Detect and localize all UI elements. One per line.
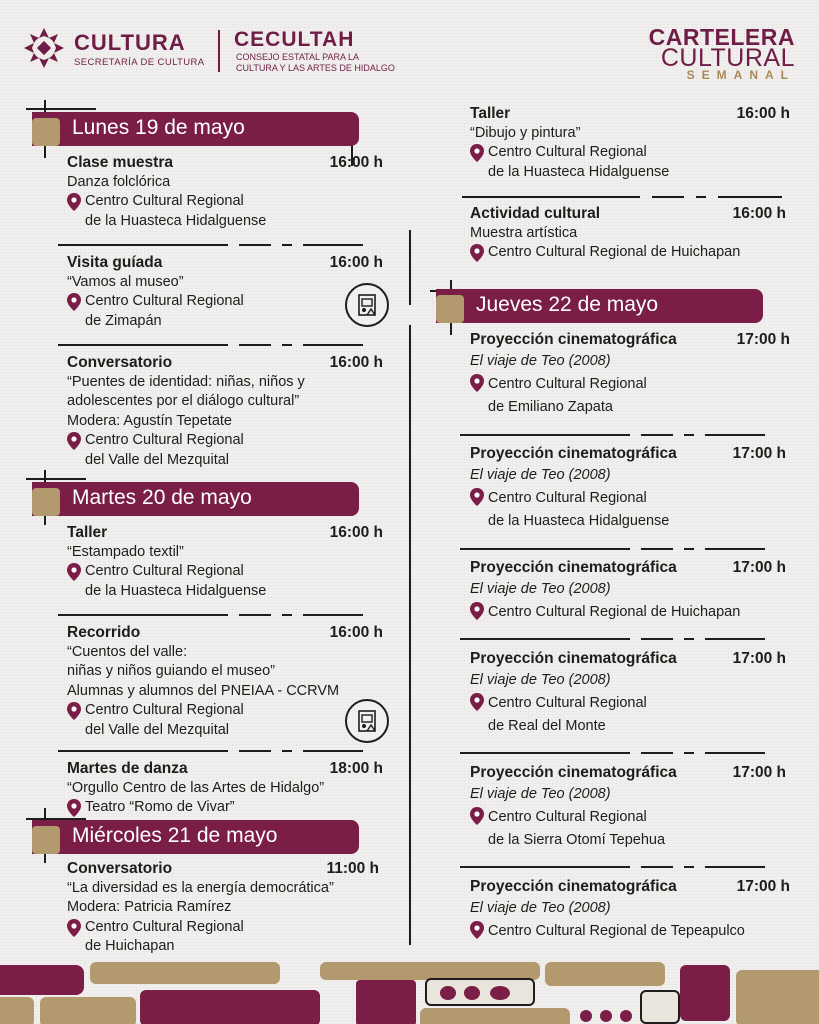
day-header-martes <box>32 482 359 516</box>
location-pin-icon <box>67 193 81 211</box>
event-location-text: Centro Cultural Regional de Real del Monte <box>488 694 647 734</box>
event-title: Proyección cinematográfica <box>470 764 677 781</box>
event-location <box>67 431 383 470</box>
event-proyeccion-4 <box>470 649 786 738</box>
semanal-title: SEMANAL <box>686 68 795 82</box>
event-time: 17:00 h <box>732 445 786 462</box>
event-title: Proyección cinematográfica <box>470 445 677 462</box>
event-taller-dibujo <box>470 104 790 182</box>
location-pin-icon <box>470 693 484 711</box>
event-location-text: Centro Cultural Regional de la Sierra Otomí Tepehua <box>488 808 666 848</box>
event-location-text: Centro Cultural Regional del Valle del Mezquital <box>85 702 244 738</box>
event-location <box>470 601 786 624</box>
day-header-jueves <box>436 289 763 323</box>
event-description: “Estampado textil” <box>67 543 184 560</box>
event-location <box>67 798 383 818</box>
location-pin-icon <box>470 244 484 262</box>
event-martes-de-danza <box>67 759 383 818</box>
separator-dash <box>460 548 765 550</box>
event-description: “Puentes de identidad: niñas, niños y adolescentes por el diálogo cultural” Modera: Agustín Tepetate <box>67 373 305 429</box>
event-proyeccion-3 <box>470 558 786 624</box>
event-location-text: Centro Cultural Regional de la Huasteca Hidalguense <box>85 193 267 229</box>
event-film: El viaje de Teo (2008) <box>470 785 611 802</box>
day-header-accent <box>32 118 60 146</box>
museum-accessibility-icon <box>345 699 389 743</box>
deco-line <box>26 478 86 480</box>
event-title: Proyección cinematográfica <box>470 559 677 576</box>
location-pin-icon <box>67 919 81 937</box>
event-location-text: Teatro “Romo de Vivar” <box>85 799 235 815</box>
event-visita-guiada <box>67 253 383 331</box>
event-location-text: Centro Cultural Regional de la Huasteca Hidalguense <box>488 144 670 180</box>
cartelera-title: CARTELERA <box>648 24 795 50</box>
event-title: Conversatorio <box>67 354 173 371</box>
event-time: 18:00 h <box>329 760 383 777</box>
event-description: “Orgullo Centro de las Artes de Hidalgo” <box>67 779 325 796</box>
location-pin-icon <box>470 488 484 506</box>
event-location <box>67 192 383 231</box>
event-time: 17:00 h <box>736 331 790 348</box>
event-time: 16:00 h <box>329 524 383 541</box>
event-proyeccion-5 <box>470 763 786 852</box>
event-location-text: Centro Cultural Regional de Tepeapulco <box>488 922 745 939</box>
event-title: Visita guíada <box>67 254 163 271</box>
separator-dash <box>58 244 363 246</box>
event-time: 17:00 h <box>732 559 786 576</box>
event-time: 16:00 h <box>329 624 383 641</box>
event-location <box>470 692 786 738</box>
event-actividad-cultural <box>470 204 786 263</box>
cultura-logo-icon <box>22 26 66 70</box>
event-location <box>470 143 790 182</box>
event-title: Conversatorio <box>67 860 173 877</box>
location-pin-icon <box>67 702 81 720</box>
event-description: “Dibujo y pintura” <box>470 124 581 141</box>
event-time: 11:00 h <box>326 860 379 877</box>
museum-accessibility-icon <box>345 283 389 327</box>
event-recorrido <box>67 623 383 740</box>
event-film: El viaje de Teo (2008) <box>470 671 611 688</box>
day-header-label: Jueves 22 de mayo <box>476 293 659 316</box>
event-time: 16:00 h <box>736 105 790 122</box>
cultura-logo-title: CULTURA <box>74 30 186 55</box>
event-location <box>67 562 383 601</box>
event-location <box>470 920 790 943</box>
event-description: “La diversidad es la energía democrática” Modera: Patricia Ramírez <box>67 879 334 915</box>
location-pin-icon <box>67 799 81 817</box>
event-location <box>67 918 379 957</box>
cecultah-sub-line-2: CULTURA Y LAS ARTES DE HIDALGO <box>236 62 395 73</box>
day-header-accent <box>32 488 60 516</box>
day-header-label: Martes 20 de mayo <box>72 486 252 509</box>
event-location-text: Centro Cultural Regional de Huichapan <box>488 603 741 620</box>
separator-dash <box>58 614 363 616</box>
separator-dash <box>462 196 782 198</box>
event-film: El viaje de Teo (2008) <box>470 899 611 916</box>
event-time: 16:00 h <box>329 254 383 271</box>
location-pin-icon <box>67 293 81 311</box>
event-location-text: Centro Cultural Regional de Zimapán <box>85 293 244 329</box>
event-description: “Vamos al museo” <box>67 273 184 290</box>
event-location <box>470 373 790 419</box>
event-proyeccion-1 <box>470 330 790 419</box>
separator-dash <box>460 638 765 640</box>
event-time: 16:00 h <box>329 354 383 371</box>
cecultah-logo-title: CECULTAH <box>234 28 355 51</box>
day-header-label: Lunes 19 de mayo <box>72 116 245 139</box>
cecultah-sub-line-1: CONSEJO ESTATAL PARA LA <box>236 52 360 62</box>
day-header-accent <box>436 295 464 323</box>
location-pin-icon <box>470 374 484 392</box>
event-location-text: Centro Cultural Regional del Valle del Mezquital <box>85 432 244 468</box>
event-location-text: Centro Cultural Regional de Huichapan <box>85 918 244 954</box>
center-divider <box>409 230 411 305</box>
logo-divider <box>218 30 220 72</box>
cecultah-logo-subtitle <box>236 52 395 73</box>
cultural-title: CULTURAL <box>660 44 795 72</box>
separator-dash <box>460 434 765 436</box>
day-header-lunes <box>32 112 359 146</box>
location-pin-icon <box>470 807 484 825</box>
event-title: Taller <box>470 105 511 122</box>
event-proyeccion-6 <box>470 877 790 943</box>
event-location <box>470 487 786 533</box>
event-time: 17:00 h <box>732 650 786 667</box>
event-description: Danza folclórica <box>67 173 171 190</box>
event-location <box>67 701 383 740</box>
event-conversatorio-diversidad <box>67 859 379 957</box>
day-header-miercoles <box>32 820 359 854</box>
event-title: Recorrido <box>67 624 141 641</box>
event-film: El viaje de Teo (2008) <box>470 352 611 369</box>
event-location-text: Centro Cultural Regional de la Huasteca Hidalguense <box>85 563 267 599</box>
event-proyeccion-2 <box>470 444 786 533</box>
day-header-accent <box>32 826 60 854</box>
event-location-text: Centro Cultural Regional de la Huasteca Hidalguense <box>488 489 670 529</box>
event-title: Actividad cultural <box>470 205 601 222</box>
separator-dash <box>58 344 363 346</box>
event-time: 16:00 h <box>732 205 786 222</box>
separator-dash <box>460 866 765 868</box>
event-location <box>470 806 786 852</box>
event-title: Proyección cinematográfica <box>470 878 677 895</box>
event-time: 17:00 h <box>732 764 786 781</box>
event-title: Proyección cinematográfica <box>470 650 677 667</box>
location-pin-icon <box>470 602 484 620</box>
event-location-text: Centro Cultural Regional de Emiliano Zapata <box>488 375 647 415</box>
event-film: El viaje de Teo (2008) <box>470 580 611 597</box>
event-location <box>67 292 383 331</box>
event-location-text: Centro Cultural Regional de Huichapan <box>488 244 741 260</box>
event-conversatorio-puentes <box>67 353 383 470</box>
event-description: Muestra artística <box>470 224 578 241</box>
event-description: “Cuentos del valle: niñas y niños guiando el museo” Alumnas y alumnos del PNEIAA - CCRVM <box>67 643 340 699</box>
location-pin-icon <box>67 432 81 450</box>
deco-line <box>26 108 96 110</box>
event-time: 17:00 h <box>736 878 790 895</box>
event-title: Taller <box>67 524 108 541</box>
separator-dash <box>460 752 765 754</box>
event-location <box>470 243 786 263</box>
location-pin-icon <box>470 921 484 939</box>
event-title: Proyección cinematográfica <box>470 331 677 348</box>
location-pin-icon <box>67 563 81 581</box>
event-time: 16:00 h <box>329 154 383 171</box>
center-divider <box>409 325 411 945</box>
location-pin-icon <box>470 144 484 162</box>
day-header-label: Miércoles 21 de mayo <box>72 824 278 847</box>
event-clase-muestra <box>67 153 383 231</box>
event-title: Martes de danza <box>67 760 188 777</box>
separator-dash <box>58 750 363 752</box>
event-film: El viaje de Teo (2008) <box>470 466 611 483</box>
event-taller-estampado <box>67 523 383 601</box>
event-title: Clase muestra <box>67 154 173 171</box>
cultura-logo-subtitle: SECRETARÍA DE CULTURA <box>74 57 205 68</box>
